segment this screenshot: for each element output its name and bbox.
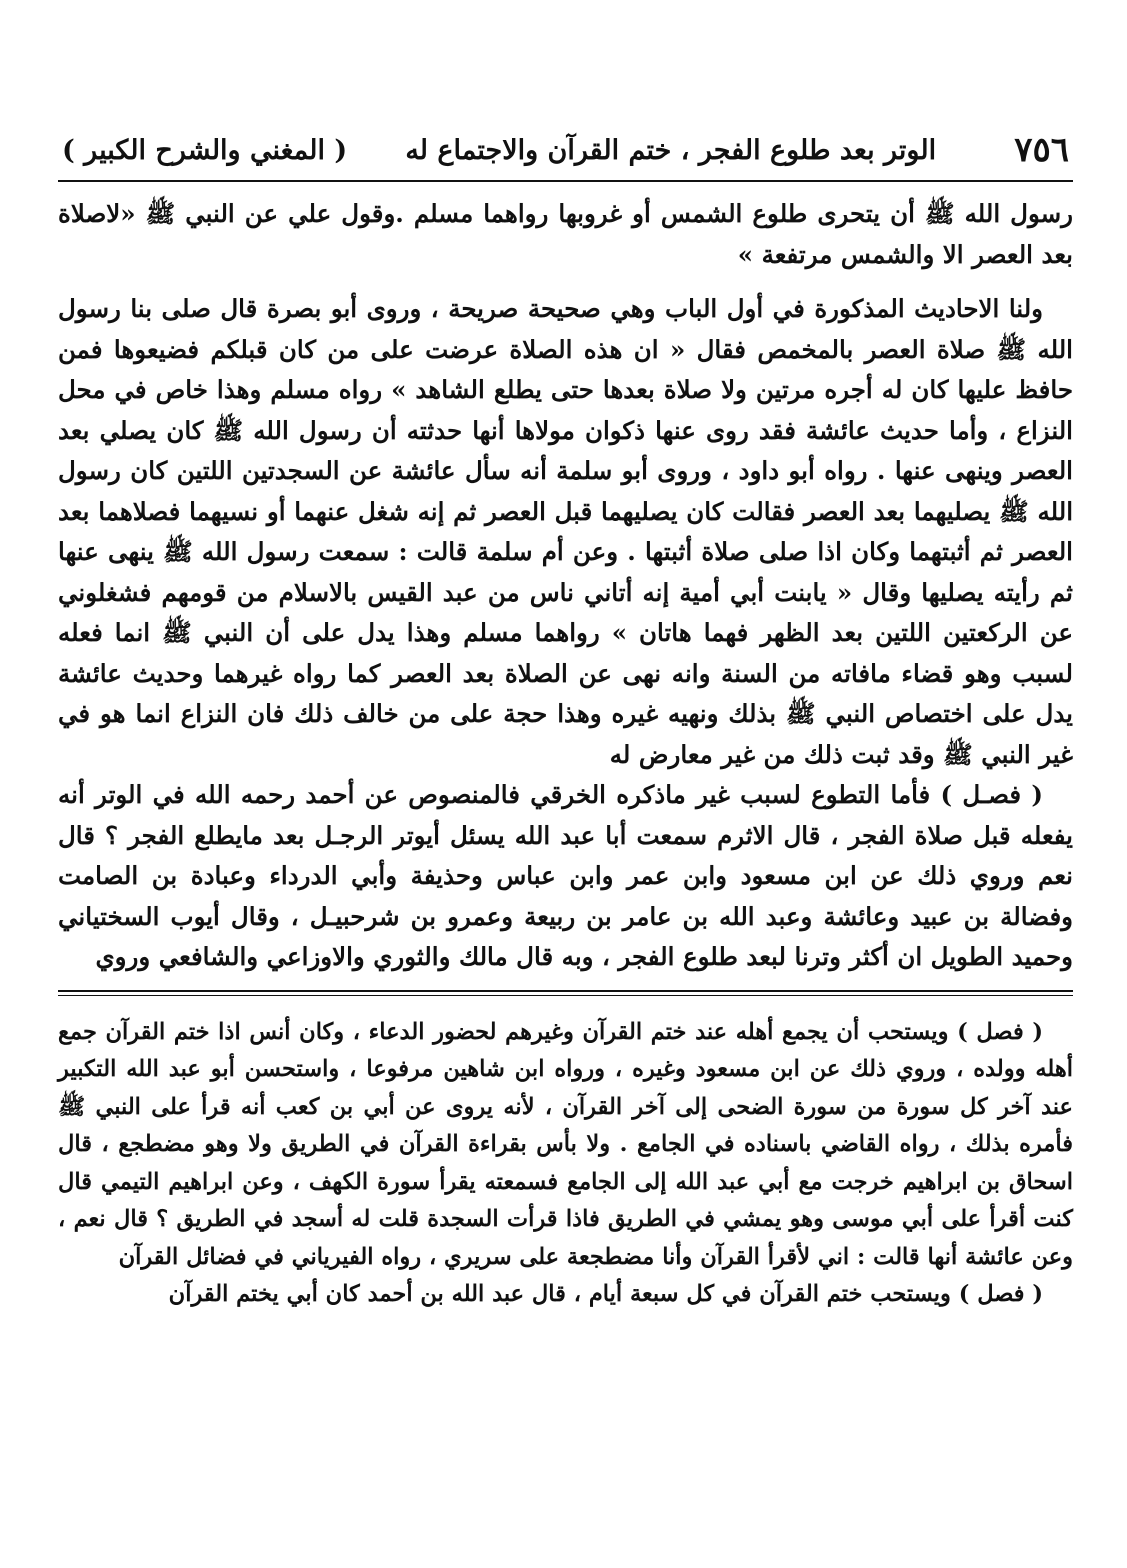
page-header [58,120,1073,182]
main-paragraph: ولنا الاحاديث المذكورة في أول الباب وهي صحيحة صريحة ، وروى أبو بصرة قال صلى بنا رسول الله ﷺ صلاة العصر بالمخمص فقال « ان هذه الصلاة عرضت على من كان قبلكم فضيعوها فمن حافظ عليها كان له أجره مرتين ولا صلاة بعدها حتى يطلع الشاهد » رواه مسلم وهذا خاص في محل النزاع ، وأما حديث عائشة فقد روى عنها ذكوان مولاها أنها حدثته أن رسول الله ﷺ كان يصلي بعد العصر وينهى عنها . رواه أبو داود ، وروى أبو سلمة أنه سأل عائشة عن السجدتين اللتين كان رسول الله ﷺ يصليهما بعد العصر فقالت كان يصليهما قبل العصر ثم إنه شغل عنهما أو نسيهما فصلاهما بعد العصر ثم أثبتهما وكان اذا صلى صلاة أثبتها . وعن أم سلمة قالت : سمعت رسول الله ﷺ ينهى عنها ثم رأيته يصليها وقال « يابنت أبي أمية إنه أتاني ناس من عبد القيس بالاسلام من قومهم فشغلوني عن الركعتين اللتين بعد الظهر فهما هاتان » رواهما مسلم وهذا يدل على أن النبي ﷺ انما فعله لسبب وهو قضاء مافاته من السنة وانه نهى عن الصلاة بعد العصر كما رواه غيرهما وحديث عائشة يدل على اختصاص النبي ﷺ بذلك ونهيه غيره وهذا حجة على من خالف ذلك فان النزاع انما هو في غير النبي ﷺ وقد ثبت ذلك من غير معارض له [58,294,1073,769]
book-page [58,120,1073,1500]
footnote-separator [58,990,1073,996]
book-title: ( المغني والشرح الكبير ) [62,134,348,166]
lower-section-body [58,1014,1073,1314]
lower-paragraph: ( فصل ) ويستحب ختم القرآن في كل سبعة أيام ، قال عبد الله بن أحمد كان أبي يختم القرآن [168,1281,1043,1307]
main-paragraph: ( فصـل ) فأما التطوع لسبب غير ماذكره الخرقي فالمنصوص عن أحمد رحمه الله في الوتر أنه يفعله قبل صلاة الفجر ، قال الاثرم سمعت أبا عبد الله يسئل أيوتر الرجـل بعد مايطلع الفجر ؟ قال نعم وروي ذلك عن ابن مسعود وابن عمر وابن عباس وحذيفة وأبي الدرداء وعبادة بن الصامت وفضالة بن عبيد وعائشة وعبد الله بن عامر بن ربيعة وعمرو بن شرحبيـل ، وقال أيوب السختياني وحميد الطويل ان أكثر وترنا لبعد طلوع الفجر ، وبه قال مالك والثوري والاوزاعي والشافعي وروي [58,780,1073,971]
main-paragraph: رسول الله ﷺ أن يتحرى طلوع الشمس أو غروبها رواهما مسلم .وقول علي عن النبي ﷺ «لاصلاة بعد العصر الا والشمس مرتفعة » [58,199,1073,269]
lower-paragraph: ( فصل ) ويستحب أن يجمع أهله عند ختم القرآن وغيرهم لحضور الدعاء ، وكان أنس اذا ختم القرآن جمع أهله وولده ، وروي ذلك عن ابن مسعود وغيره ، ورواه ابن شاهين مرفوعا ، واستحسن أبو عبد الله التكبير عند آخر كل سورة من سورة الضحى إلى آخر القرآن ، لأنه يروى عن أبي بن كعب أنه قرأ على النبي ﷺ فأمره بذلك ، رواه القاضي باسناده في الجامع . ولا بأس بقراءة القرآن في الطريق ولا وهو مضطجع ، قال اسحاق بن ابراهيم خرجت مع أبي عبد الله إلى الجامع فسمعته يقرأ سورة الكهف ، وعن ابراهيم التيمي قال كنت أقرأ على أبي موسى وهو يمشي في الطريق فاذا قرأت السجدة قلت له أسجد في الطريق ؟ قال نعم ، وعن عائشة أنها قالت : اني لأقرأ القرآن وأنا مضطجعة على سريري ، رواه الفيرياني في فضائل القرآن [58,1018,1073,1270]
running-title: الوتر بعد طلوع الفجر ، ختم القرآن والاجتماع له [405,134,937,166]
main-text-body [58,194,1073,978]
page-number: ٧٥٦ [1014,130,1069,170]
